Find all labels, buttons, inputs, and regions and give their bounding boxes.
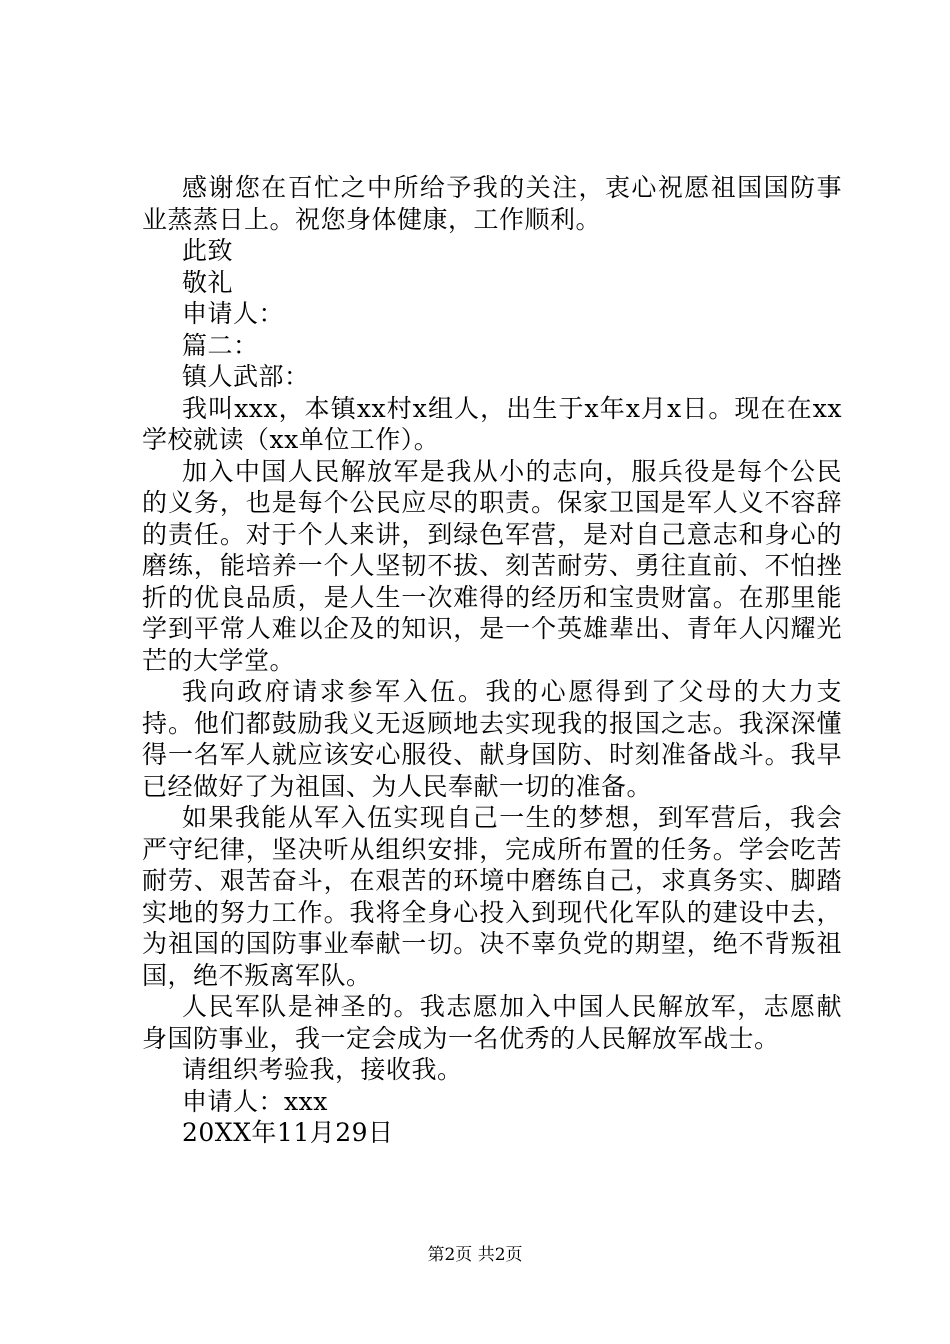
paragraph-closing-thanks: 感谢您在百忙之中所给予我的关注，衷心祝愿祖国国防事业蒸蒸日上。祝您身体健康，工作顺利。 bbox=[142, 173, 842, 234]
paragraph-salutation: 此致 bbox=[182, 236, 234, 265]
paragraph-date: 20XX年11月29日 bbox=[182, 1118, 394, 1147]
paragraph-resolve: 人民军队是神圣的。我志愿加入中国人民解放军，志愿献身国防事业，我一定会成为一名优秀的人民解放军战士。 bbox=[142, 992, 842, 1053]
paragraph-addressee: 镇人武部： bbox=[182, 362, 310, 391]
page-number-footer: 第2页 共2页 bbox=[427, 1245, 523, 1265]
paragraph-closing-request: 请组织考验我，接收我。 bbox=[182, 1055, 463, 1084]
document-body bbox=[142, 172, 842, 1149]
paragraph-commitment: 如果我能从军入伍实现自己一生的梦想，到军营后，我会严守纪律，坚决听从组织安排，完成所布置的任务。学会吃苦耐劳、艰苦奋斗，在艰苦的环境中磨练自己，求真务实、脚踏实地的努力工作。我将全身心投入到现代化军队的建设中去，为祖国的国防事业奉献一切。决不辜负党的期望，绝不背叛祖国，绝不叛离军队。 bbox=[142, 803, 842, 990]
paragraph-applicant-signature: 申请人：xxx bbox=[182, 1086, 328, 1116]
paragraph-request: 我向政府请求参军入伍。我的心愿得到了父母的大力支持。他们都鼓励我义无返顾地去实现我的报国之志。我深深懂得一名军人就应该安心服役、献身国防、时刻准备战斗。我早已经做好了为祖国、为人民奉献一切的准备。 bbox=[142, 677, 842, 801]
paragraph-aspiration: 加入中国人民解放军是我从小的志向，服兵役是每个公民的义务，也是每个公民应尽的职责。保家卫国是军人义不容辞的责任。对于个人来讲，到绿色军营，是对自己意志和身心的磨练，能培养一个人坚韧不拔、刻苦耐劳、勇往直前、不怕挫折的优良品质，是人生一次难得的经历和宝贵财富。在那里能学到平常人难以企及的知识，是一个英雄辈出、青年人闪耀光芒的大学堂。 bbox=[142, 456, 842, 675]
paragraph-applicant-label: 申请人： bbox=[182, 299, 285, 328]
section-heading: 篇二： bbox=[182, 330, 259, 360]
paragraph-regards: 敬礼 bbox=[182, 267, 234, 297]
paragraph-self-intro: 我叫xxx，本镇xx村x组人，出生于x年x月x日。现在在xx学校就读（xx单位工作）。 bbox=[142, 393, 842, 454]
